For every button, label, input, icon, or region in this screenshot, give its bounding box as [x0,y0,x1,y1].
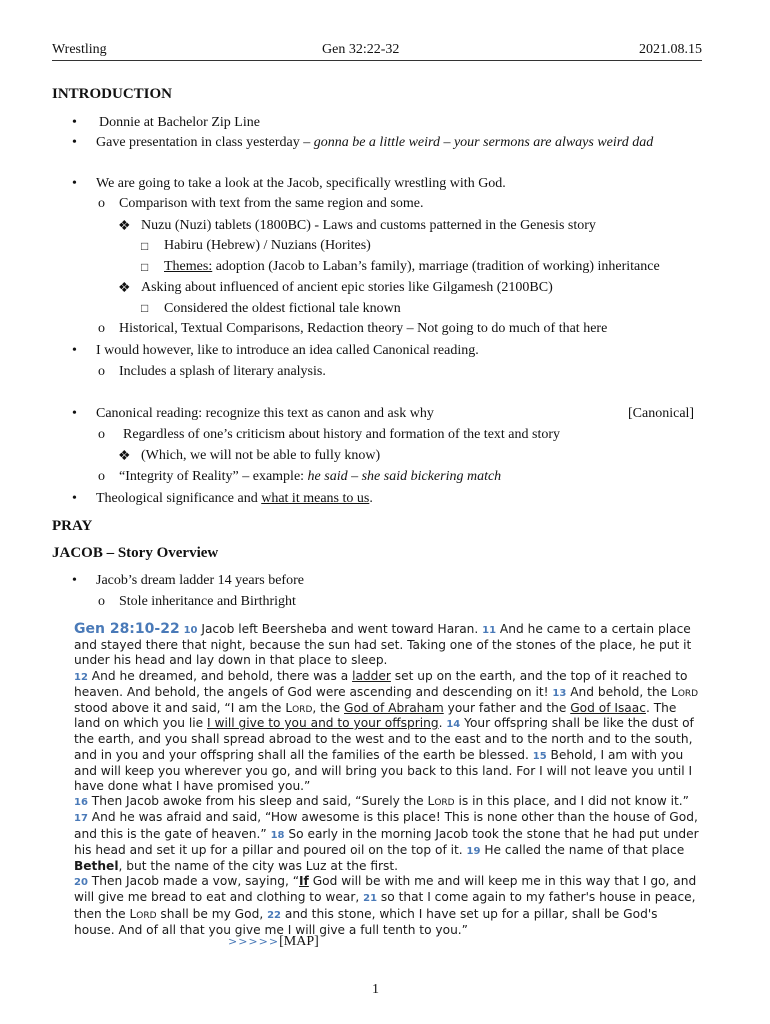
verse-underline: ladder [352,668,391,683]
jacob-bullet-1: Jacob’s dream ladder 14 years before [96,573,304,588]
diamond-marker: ❖ [118,281,131,296]
themes-text: adoption (Jacob to Laban’s family), marriage (tradition of working) inheritance [212,259,660,274]
verse-number: 21 [363,893,378,905]
verse-text: stood above it and said, “I am the [74,701,286,716]
verse-text: and this stone, which I have set up for a pillar, shall be God's house. And of all that you give me I will give a full tenth to you.” [74,906,658,937]
bullet-marker: • [72,176,77,191]
page-number: 1 [372,982,379,997]
verse-number: 22 [267,909,281,921]
square-marker: □ [141,301,149,315]
circle-marker: o [98,594,105,609]
bullet-marker: • [72,343,77,358]
scripture-paragraph [74,669,702,795]
scripture-paragraph [74,874,702,938]
bullet-marker: • [72,573,77,588]
lord-smallcaps: Lord [671,684,699,699]
intro-sub-comparison: Comparison with text from the same region and some. [119,196,424,211]
verse-text: . The land on which you lie [74,701,677,731]
verse-text: Behold, I am with you and will keep you wherever you go, and will bring you back to this land. For I will not leave you until I have done what I have promised you.” [74,747,693,794]
intro-gilgamesh: Asking about influenced of ancient epic stories like Gilgamesh (2100BC) [141,280,553,295]
circle-marker: o [98,469,105,484]
verse-text: And he came to a certain place and stayed there that night, because the sun had set. Taking one of the stones of the place, he put it under his head and lay down in that place to sleep. [74,622,692,668]
verse-bold: Bethel [74,859,119,874]
verse-text: He called the name of that place [480,842,685,857]
intro-bullet-5: Canonical reading: recognize this text as canon and ask why [96,406,434,421]
scripture-passage [74,622,702,938]
verse-text: Jacob left Beersheba and went toward Haran. [197,622,483,636]
verse-number: 10 [183,625,198,636]
verse-text: , but the name of the city was Luz at the first. [118,859,399,874]
header-title: Wrestling [52,42,107,57]
scripture-reference: Gen 28:10-22 [74,621,180,637]
lord-smallcaps: Lord [129,906,157,921]
verse-text: Your offspring shall be like the dust of the earth, and you shall spread abroad to the west and to the east and to the north and to the south, and in you and your offspring shall all the families of the earth be blessed. [74,716,694,762]
jacob-stole: Stole inheritance and Birthright [119,594,296,609]
theological-underline: what it means to us [261,491,370,506]
circle-marker: o [98,321,105,336]
verse-number: 20 [74,877,88,889]
verse-underline: God of Isaac [570,701,646,716]
verse-text: is in this place, and I did not know it.” [454,794,689,809]
intro-regardless: Regardless of one’s criticism about history and formation of the text and story [123,427,561,442]
theological-end: . [369,491,373,506]
square-marker: □ [141,239,149,253]
lord-smallcaps: Lord [427,794,455,809]
diamond-marker: ❖ [118,219,131,234]
verse-number: 14 [446,719,461,731]
intro-literary: Includes a splash of literary analysis. [119,364,326,379]
intro-bullet-2 [96,135,653,151]
square-marker: □ [141,260,149,274]
verse-number: 19 [466,845,481,857]
intro-bullet-2-text: Gave presentation in class yesterday – [96,135,314,150]
pray-heading: PRAY [52,518,93,534]
diamond-marker: ❖ [118,449,131,464]
circle-marker: o [98,196,105,211]
intro-historical: Historical, Textual Comparisons, Redaction theory – Not going to do much of that here [119,321,608,336]
verse-number: 15 [532,750,547,762]
intro-integrity [119,469,501,485]
verse-text: And he was afraid and said, “How awesome is this place! This is none other than the house of God, and this is the gate of heaven.” [74,810,698,841]
bullet-marker: • [72,135,77,150]
intro-habiru: Habiru (Hebrew) / Nuzians (Horites) [164,238,371,253]
verse-number: 16 [74,797,88,809]
circle-marker: o [98,364,105,379]
intro-themes [164,259,660,275]
header-reference: Gen 32:22-32 [322,42,400,57]
themes-label: Themes: [164,259,213,274]
theological-text: Theological significance and [96,491,262,506]
bullet-marker: • [72,491,77,506]
verse-underline: I will give to you and to your offspring [207,716,439,731]
verse-underline: God of Abraham [344,701,444,716]
integrity-example: he said – she said bickering match [307,469,502,484]
verse-text: Then Jacob made a vow, saying, “ [87,874,300,889]
intro-bullet-4: I would however, like to introduce an idea called Canonical reading. [96,343,479,358]
verse-text: so that I come again to my father's house in peace, then the [74,890,696,921]
verse-text: God will be with me and will keep me in this way that I go, and will give me bread to eat and clothing to wear, [74,874,697,905]
map-arrows: >>>>> [228,935,280,948]
canonical-tag: [Canonical] [628,406,695,421]
verse-text: set up on the earth, and the top of it reached to heaven. And behold, the angels of God were ascending and descending on it! [74,668,688,699]
intro-bullet-6 [96,491,373,507]
integrity-text: “Integrity of Reality” – example: [119,469,308,484]
jacob-heading: JACOB – Story Overview [52,545,219,561]
map-label: [MAP] [279,934,319,949]
verse-text: So early in the morning Jacob took the stone that he had put under his head and set it up for a pillar and poured oil on the top of it. [74,826,699,857]
verse-number: 17 [74,813,88,825]
intro-bullet-2-quote: gonna be a little weird – your sermons are always weird dad [313,135,654,150]
map-marker [228,934,319,950]
verse-number: 11 [482,625,497,636]
intro-heading: INTRODUCTION [52,86,173,102]
verse-text: And he dreamed, and behold, there was a [87,668,353,683]
scripture-paragraph [74,622,702,669]
verse-text: shall be my God, [156,906,268,921]
intro-oldest-tale: Considered the oldest fictional tale known [164,301,401,316]
intro-bullet-1: Donnie at Bachelor Zip Line [99,115,260,130]
intro-nuzu-tablets: Nuzu (Nuzi) tablets (1800BC) - Laws and customs patterned in the Genesis story [141,218,596,233]
intro-which: (Which, we will not be able to fully know) [141,448,381,463]
verse-number: 12 [74,671,88,683]
verse-text: And behold, the [566,684,672,699]
bullet-marker: • [72,406,77,421]
verse-text: . [438,716,447,731]
lord-smallcaps: Lord [285,701,313,716]
verse-number: 18 [270,829,285,841]
verse-text: your father and the [443,701,571,716]
page-header [52,40,702,61]
bullet-marker: • [72,115,77,130]
header-date: 2021.08.15 [639,42,702,57]
verse-text: , the [312,701,344,716]
circle-marker: o [98,427,105,442]
verse-number: 13 [552,687,567,699]
verse-bold-underline: If [299,874,309,889]
intro-bullet-3: We are going to take a look at the Jacob, specifically wrestling with God. [96,176,506,191]
scripture-paragraph [74,794,702,874]
verse-text: Then Jacob awoke from his sleep and said, “Surely the [87,794,428,809]
